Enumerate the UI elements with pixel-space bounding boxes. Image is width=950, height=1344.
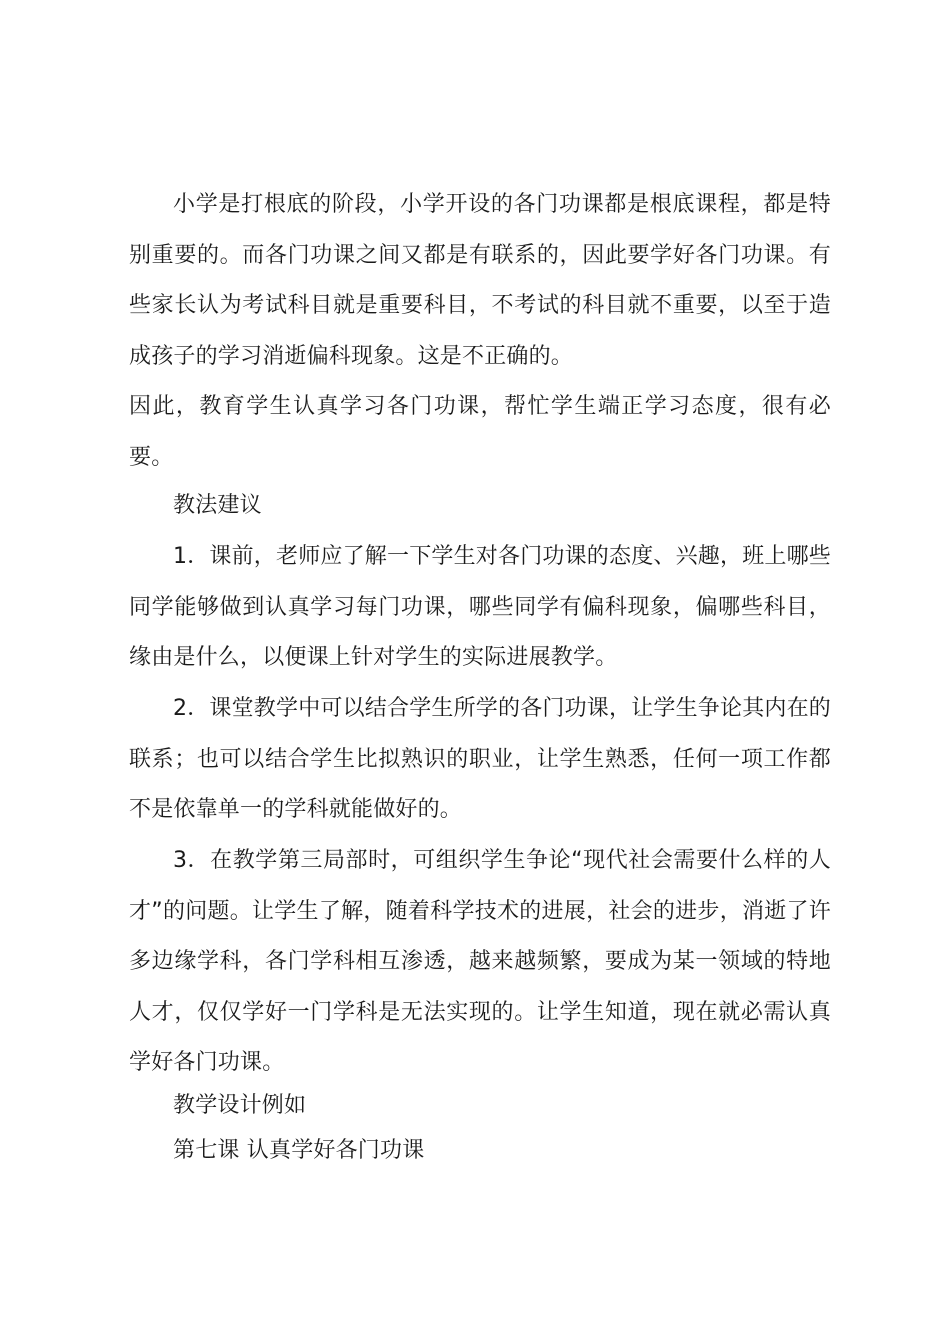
summary-paragraph: 因此，教育学生认真学习各门功课，帮忙学生端正学习态度，很有必要。 bbox=[129, 394, 831, 470]
intro-paragraph: 小学是打根底的阶段，小学开设的各门功课都是根底课程，都是特别重要的。而各门功课之间又都是有联系的，因此要学好各门功课。有些家长认为考试科目就是重要科目，不考试的科目就不重要，以至于造成孩子的学习消逝偏科现象。这是不正确的。 bbox=[129, 192, 831, 369]
suggestion-item-2: 2．课堂教学中可以结合学生所学的各门功课，让学生争论其内在的联系；也可以结合学生比拟熟识的职业，让学生熟悉，任何一项工作都不是依靠单一的学科就能做好的。 bbox=[129, 696, 831, 822]
suggestion-item-1: 1．课前，老师应了解一下学生对各门功课的态度、兴趣，班上哪些同学能够做到认真学习每门功课，哪些同学有偏科现象，偏哪些科目，缘由是什么，以便课上针对学生的实际进展教学。 bbox=[129, 544, 831, 670]
teaching-suggestions-heading: 教法建议 bbox=[173, 493, 262, 518]
suggestion-item-3: 3．在教学第三局部时，可组织学生争论“现代社会需要什么样的人才”的问题。让学生了解，随着科学技术的进展，社会的进步，消逝了许多边缘学科，各门学科相互渗透，越来越频繁，要成为某一领域的特地人才，仅仅学好一门学科是无法实现的。让学生知道，现在就必需认真学好各门功课。 bbox=[129, 848, 831, 1075]
lesson-title: 第七课 认真学好各门功课 bbox=[173, 1138, 425, 1163]
design-example-heading: 教学设计例如 bbox=[173, 1093, 307, 1118]
